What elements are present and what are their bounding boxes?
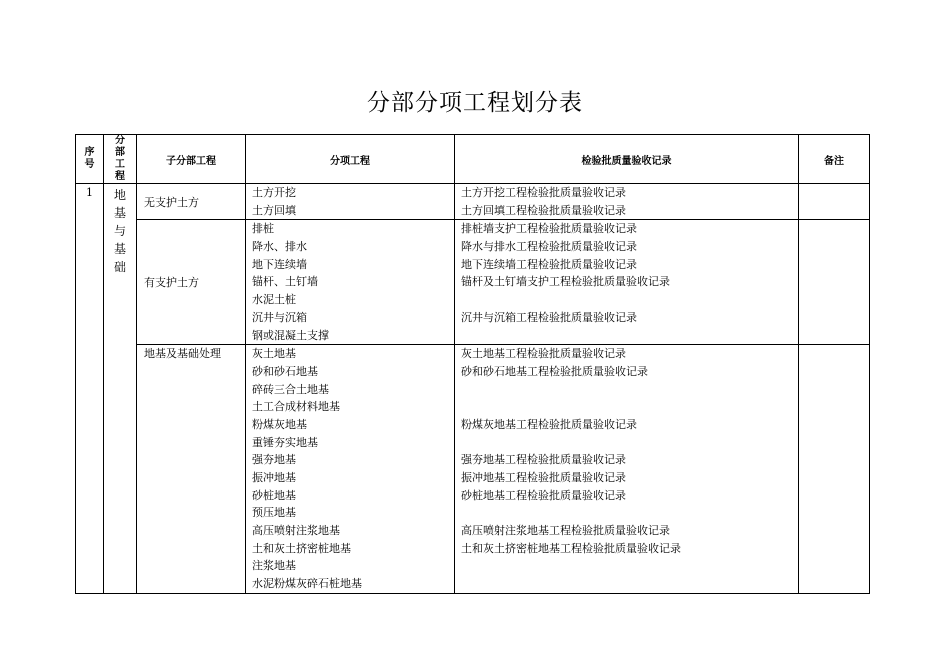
record-line xyxy=(461,557,798,575)
page-title: 分部分项工程划分表 xyxy=(367,90,583,116)
header-items: 分项工程 xyxy=(246,135,455,184)
record-line: 降水与排水工程检验批质量验收记录 xyxy=(461,240,637,254)
record-line xyxy=(461,434,798,452)
item-line: 重锤夯实地基 xyxy=(252,435,318,449)
header-part-char: 工 xyxy=(115,159,125,170)
record-line: 粉煤灰地基工程检验批质量验收记录 xyxy=(461,417,637,431)
record-line: 振冲地基工程检验批质量验收记录 xyxy=(461,471,626,484)
record-line: 砂桩地基工程检验批质量验收记录 xyxy=(461,488,626,502)
header-seq xyxy=(76,135,104,184)
item-line: 土方开挖 xyxy=(252,186,296,199)
header-subpart: 子分部工程 xyxy=(137,135,246,184)
part-name xyxy=(104,184,137,594)
part-name-char: 基 xyxy=(113,206,126,220)
record-line: 强夯地基工程检验批质量验收记录 xyxy=(461,453,626,467)
table-row xyxy=(76,345,870,594)
record-line: 砂和砂石地基工程检验批质量验收记录 xyxy=(461,364,648,378)
part-name-char: 与 xyxy=(113,224,126,238)
item-line: 土和灰土挤密桩地基 xyxy=(252,541,351,555)
item-line: 高压喷射注浆地基 xyxy=(252,524,340,538)
subpart-cell: 有支护土方 xyxy=(137,220,246,345)
part-name-char: 基 xyxy=(113,242,126,256)
item-line: 灰土地基 xyxy=(252,347,296,361)
header-remark: 备注 xyxy=(799,135,870,184)
record-line: 锚杆及土钉墙支护工程检验批质量验收记录 xyxy=(461,275,670,289)
record-line: 地下连续墙工程检验批质量验收记录 xyxy=(461,257,637,271)
item-line: 土方回填 xyxy=(252,203,296,217)
subpart-cell: 无支护土方 xyxy=(137,184,246,220)
items-cell xyxy=(246,220,455,345)
remark-cell xyxy=(799,184,870,220)
record-line xyxy=(461,398,798,416)
records-cell xyxy=(455,220,799,345)
item-line: 注浆地基 xyxy=(252,559,296,573)
record-line: 排桩墙支护工程检验批质量验收记录 xyxy=(461,222,637,236)
table-row xyxy=(76,184,870,220)
item-line: 水泥土桩 xyxy=(252,293,296,307)
item-line: 降水、排水 xyxy=(252,240,307,254)
header-part-char: 程 xyxy=(115,171,125,182)
item-line: 砂桩地基 xyxy=(252,488,296,502)
subpart-cell: 地基及基础处理 xyxy=(137,345,246,594)
header-part-char: 分 xyxy=(115,135,125,146)
record-line xyxy=(461,291,798,309)
part-name-char: 础 xyxy=(113,260,126,274)
row-seq: 1 xyxy=(76,184,104,594)
items-cell xyxy=(246,345,455,594)
record-line: 土方回填工程检验批质量验收记录 xyxy=(461,203,626,217)
record-line xyxy=(461,575,798,593)
part-name-char: 地 xyxy=(113,188,126,202)
items-cell xyxy=(246,184,455,220)
header-part-char: 部 xyxy=(115,147,125,158)
record-line: 土方开挖工程检验批质量验收记录 xyxy=(461,186,626,199)
item-line: 碎砖三合土地基 xyxy=(252,382,329,396)
item-line: 粉煤灰地基 xyxy=(252,417,307,431)
division-table xyxy=(75,134,870,594)
item-line: 强夯地基 xyxy=(252,453,296,467)
item-line: 沉井与沉箱 xyxy=(252,310,307,324)
record-line: 沉井与沉箱工程检验批质量验收记录 xyxy=(461,310,637,324)
table-row xyxy=(76,220,870,345)
record-line xyxy=(461,381,798,399)
record-line: 灰土地基工程检验批质量验收记录 xyxy=(461,347,626,361)
header-part xyxy=(104,135,137,184)
header-row xyxy=(76,135,870,184)
item-line: 振冲地基 xyxy=(252,471,296,484)
record-line xyxy=(461,327,798,345)
item-line: 排桩 xyxy=(252,222,274,236)
header-seq-char: 序 xyxy=(84,147,95,158)
item-line: 水泥粉煤灰碎石桩地基 xyxy=(252,577,362,591)
item-line: 砂和砂石地基 xyxy=(252,364,318,378)
header-records: 检验批质量验收记录 xyxy=(455,135,799,184)
record-line xyxy=(461,504,798,522)
item-line: 预压地基 xyxy=(252,506,296,520)
records-cell xyxy=(455,184,799,220)
item-line: 锚杆、土钉墙 xyxy=(252,275,318,289)
remark-cell xyxy=(799,345,870,594)
header-seq-char: 号 xyxy=(84,159,95,170)
item-line: 地下连续墙 xyxy=(252,257,307,271)
record-line: 土和灰土挤密桩地基工程检验批质量验收记录 xyxy=(461,541,681,555)
item-line: 土工合成材料地基 xyxy=(252,400,340,414)
records-cell xyxy=(455,345,799,594)
remark-cell xyxy=(799,220,870,345)
item-line: 钢或混凝土支撑 xyxy=(252,328,329,342)
record-line: 高压喷射注浆地基工程检验批质量验收记录 xyxy=(461,524,670,538)
